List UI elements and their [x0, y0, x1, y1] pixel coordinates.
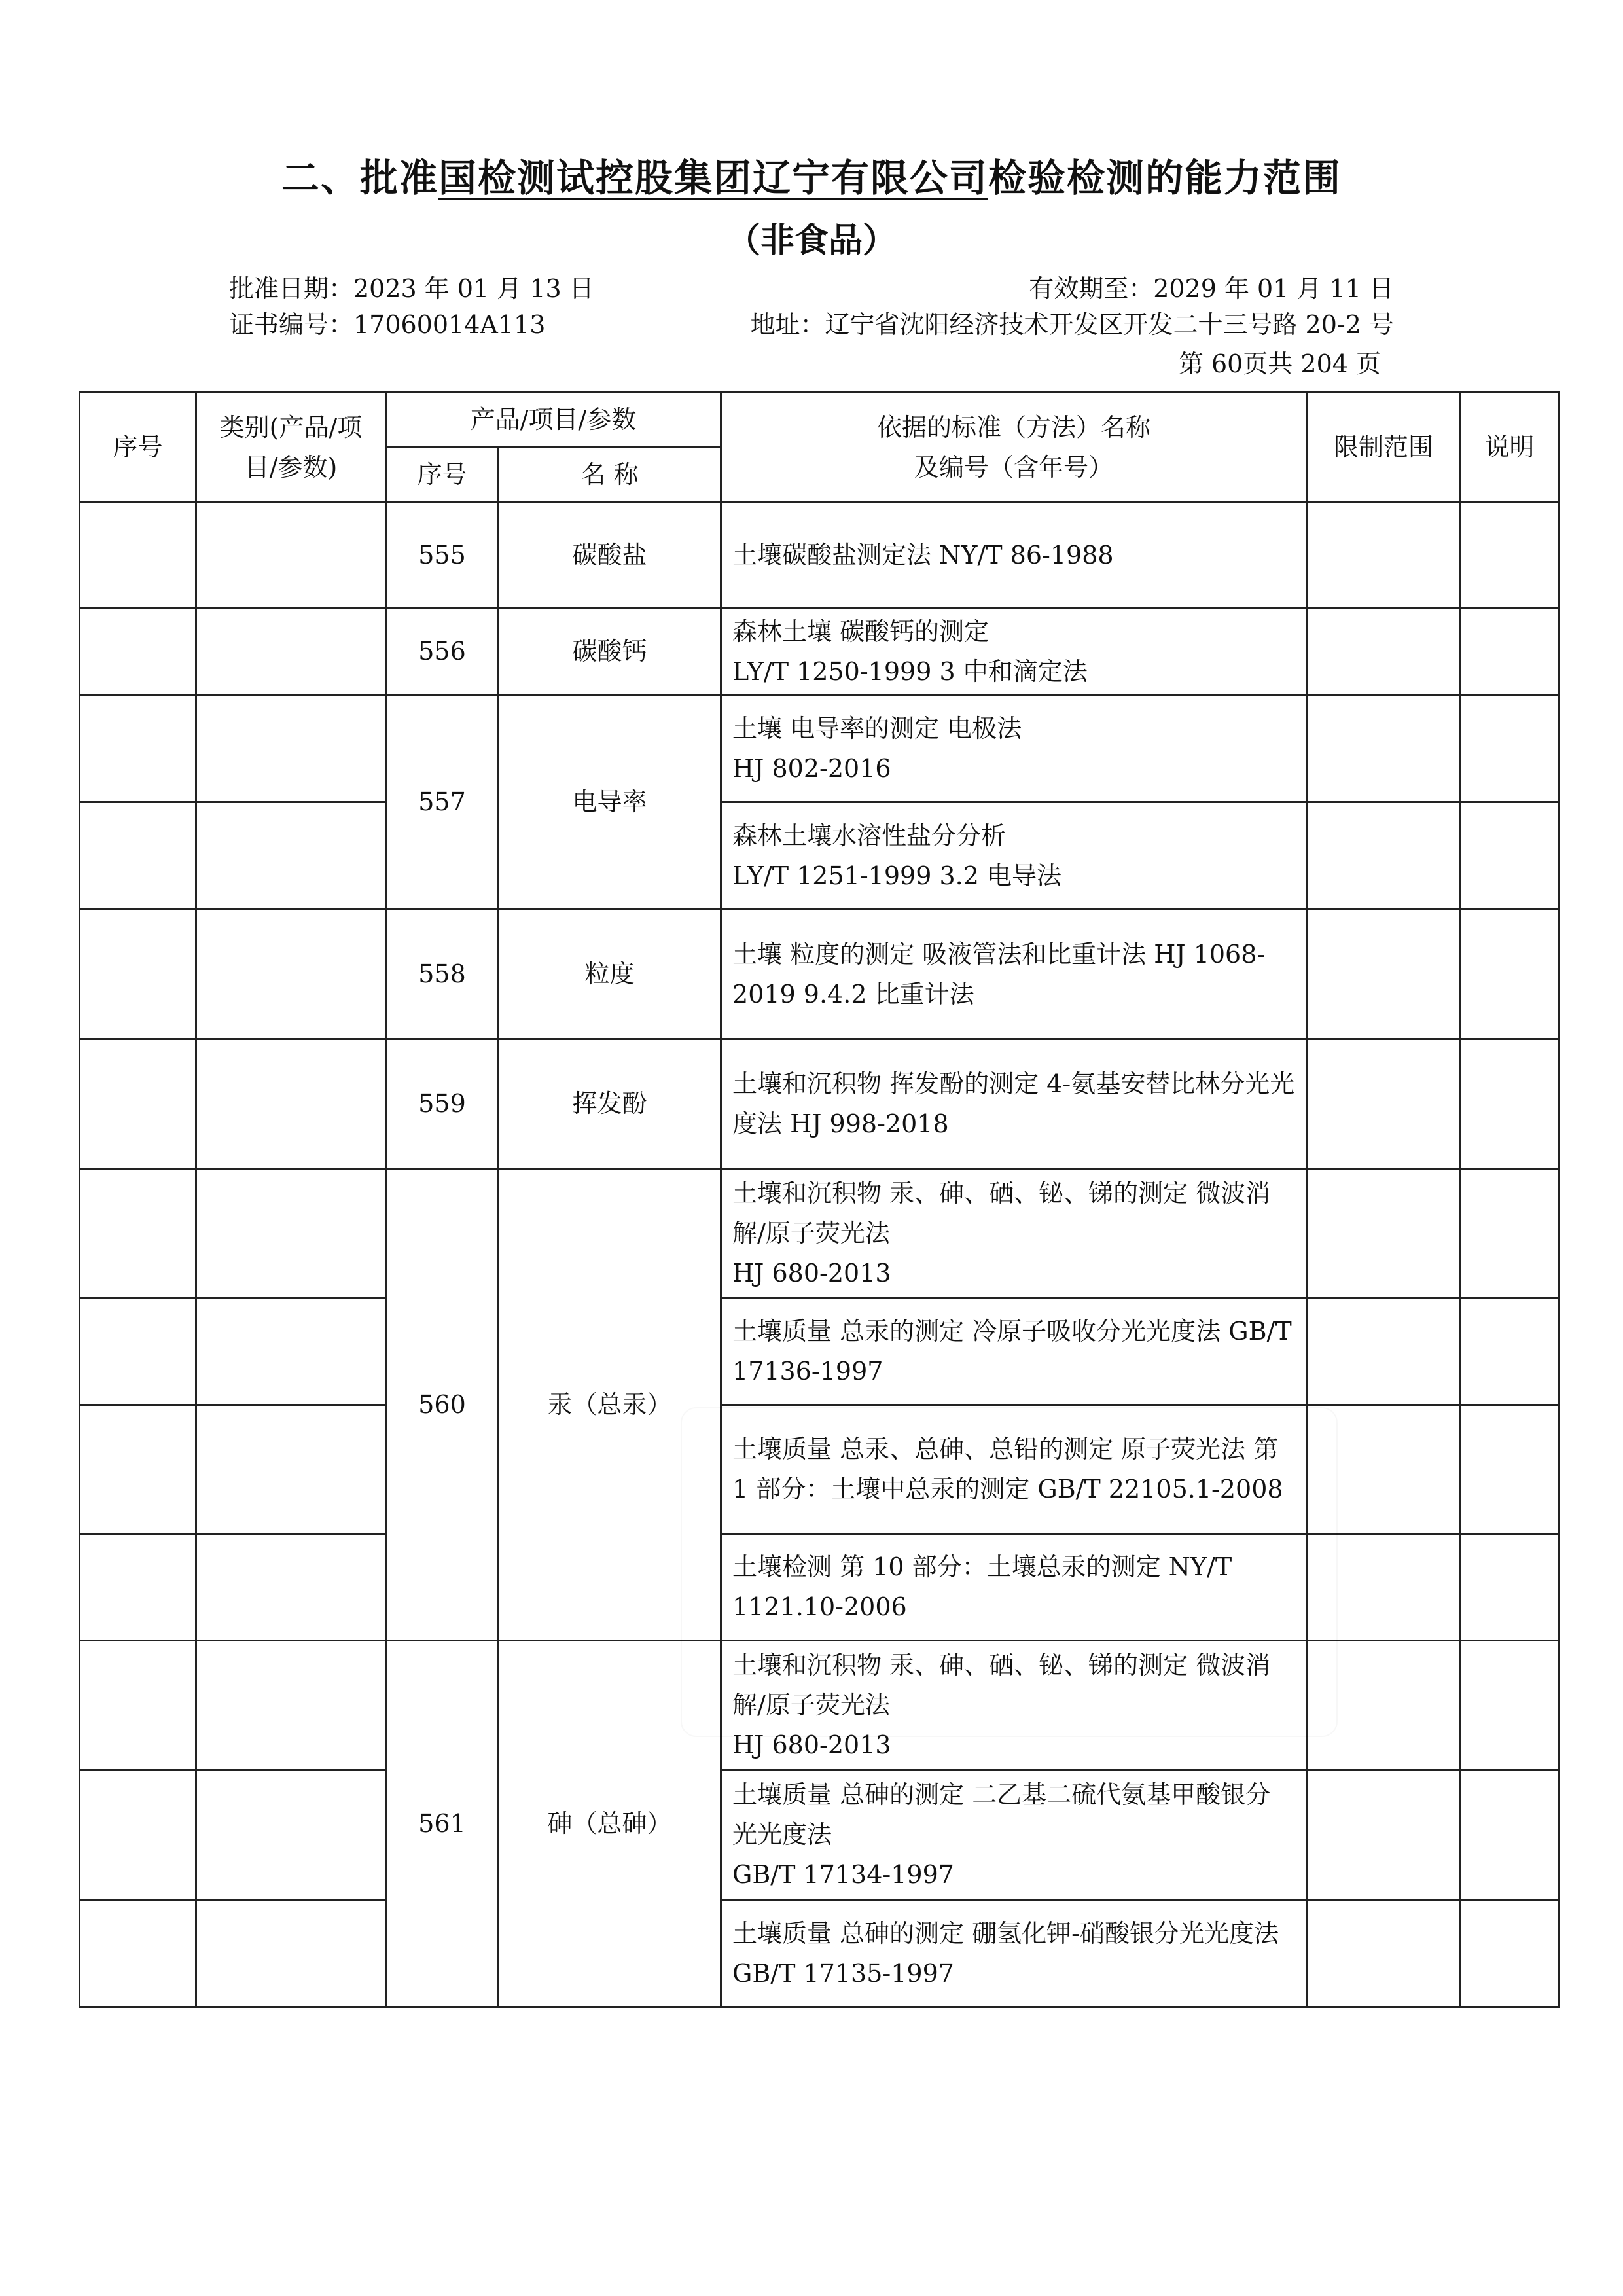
item-name-cell: 电导率	[499, 695, 721, 910]
item-name-cell: 碳酸钙	[499, 609, 721, 695]
note-cell	[1461, 1299, 1559, 1405]
seq-cell	[80, 695, 196, 802]
category-cell	[196, 1039, 386, 1169]
category-cell	[196, 1169, 386, 1299]
standard-cell: 土壤质量 总汞的测定 冷原子吸收分光光度法 GB/T 17136-1997	[721, 1299, 1307, 1405]
seq-cell	[80, 609, 196, 695]
limit-cell	[1307, 1169, 1461, 1299]
address: 地址：辽宁省沈阳经济技术开发区开发二十三号路 20-2 号	[750, 310, 1394, 339]
seq-cell	[80, 1405, 196, 1534]
note-cell	[1461, 1770, 1559, 1900]
capability-table	[79, 391, 1560, 2008]
limit-cell	[1307, 1405, 1461, 1534]
item-name-cell: 粒度	[499, 910, 721, 1039]
table-row	[80, 1534, 1559, 1641]
category-cell	[196, 695, 386, 802]
table-row	[80, 1039, 1559, 1169]
note-cell	[1461, 1641, 1559, 1770]
limit-cell	[1307, 695, 1461, 802]
header-note: 说明	[1461, 393, 1559, 503]
certificate-number: 证书编号：17060014A113	[229, 310, 546, 339]
limit-cell	[1307, 1900, 1461, 2007]
standard-cell: 森林土壤水溶性盐分分析 LY/T 1251-1999 3.2 电导法	[721, 802, 1307, 910]
table-row	[80, 1299, 1559, 1405]
seq-cell	[80, 802, 196, 910]
table-row	[80, 1770, 1559, 1900]
organization-name: 国检测试控股集团辽宁有限公司	[438, 156, 988, 200]
seq-cell	[80, 910, 196, 1039]
seq-cell	[80, 1299, 196, 1405]
category-cell	[196, 1641, 386, 1770]
table-row	[80, 1641, 1559, 1770]
seq-cell	[80, 1770, 196, 1900]
limit-cell	[1307, 802, 1461, 910]
category-cell	[196, 1770, 386, 1900]
note-cell	[1461, 1039, 1559, 1169]
table-row	[80, 1900, 1559, 2007]
note-cell	[1461, 609, 1559, 695]
standard-cell: 土壤和沉积物 挥发酚的测定 4-氨基安替比林分光光度法 HJ 998-2018	[721, 1039, 1307, 1169]
header-product-group: 产品/项目/参数	[386, 393, 721, 448]
note-cell	[1461, 503, 1559, 609]
note-cell	[1461, 1169, 1559, 1299]
limit-cell	[1307, 910, 1461, 1039]
standard-cell: 土壤质量 总汞、总砷、总铅的测定 原子荧光法 第 1 部分：土壤中总汞的测定 GB/T 22105.1-2008	[721, 1405, 1307, 1534]
table-row	[80, 802, 1559, 910]
standard-cell: 土壤检测 第 10 部分：土壤总汞的测定 NY/T 1121.10-2006	[721, 1534, 1307, 1641]
seq-cell	[80, 1534, 196, 1641]
item-name-cell: 挥发酚	[499, 1039, 721, 1169]
note-cell	[1461, 910, 1559, 1039]
header-standard: 依据的标准（方法）名称 及编号（含年号）	[721, 393, 1307, 503]
item-number-cell: 557	[386, 695, 499, 910]
standard-cell: 土壤和沉积物 汞、砷、硒、铋、锑的测定 微波消解/原子荧光法 HJ 680-2013	[721, 1169, 1307, 1299]
standard-cell: 土壤 粒度的测定 吸液管法和比重计法 HJ 1068-2019 9.4.2 比重计法	[721, 910, 1307, 1039]
category-cell	[196, 1405, 386, 1534]
item-number-cell: 560	[386, 1169, 499, 1641]
header-sub-seq: 序号	[386, 448, 499, 503]
limit-cell	[1307, 1641, 1461, 1770]
table-row	[80, 1169, 1559, 1299]
table-header-row	[80, 393, 1559, 448]
seq-cell	[80, 1641, 196, 1770]
table-row	[80, 1405, 1559, 1534]
limit-cell	[1307, 503, 1461, 609]
category-cell	[196, 1534, 386, 1641]
category-cell	[196, 802, 386, 910]
page-subtitle: （非食品）	[726, 221, 897, 260]
item-number-cell: 558	[386, 910, 499, 1039]
item-number-cell: 559	[386, 1039, 499, 1169]
seq-cell	[80, 1169, 196, 1299]
limit-cell	[1307, 1534, 1461, 1641]
standard-cell: 土壤质量 总砷的测定 二乙基二硫代氨基甲酸银分光光度法 GB/T 17134-1997	[721, 1770, 1307, 1900]
category-cell	[196, 910, 386, 1039]
standard-cell: 土壤碳酸盐测定法 NY/T 86-1988	[721, 503, 1307, 609]
item-number-cell: 561	[386, 1641, 499, 2007]
note-cell	[1461, 695, 1559, 802]
standard-cell: 土壤质量 总砷的测定 硼氢化钾-硝酸银分光光度法 GB/T 17135-1997	[721, 1900, 1307, 2007]
limit-cell	[1307, 609, 1461, 695]
header-limit: 限制范围	[1307, 393, 1461, 503]
category-cell	[196, 503, 386, 609]
item-number-cell: 556	[386, 609, 499, 695]
table-row	[80, 695, 1559, 802]
item-name-cell: 砷（总砷）	[499, 1641, 721, 2007]
standard-cell: 土壤 电导率的测定 电极法 HJ 802-2016	[721, 695, 1307, 802]
limit-cell	[1307, 1770, 1461, 1900]
limit-cell	[1307, 1299, 1461, 1405]
category-cell	[196, 1900, 386, 2007]
header-name: 名 称	[499, 448, 721, 503]
table-row	[80, 503, 1559, 609]
item-number-cell: 555	[386, 503, 499, 609]
item-name-cell: 汞（总汞）	[499, 1169, 721, 1641]
valid-until: 有效期至：2029 年 01 月 11 日	[1029, 274, 1394, 303]
category-cell	[196, 609, 386, 695]
note-cell	[1461, 1900, 1559, 2007]
standard-cell: 土壤和沉积物 汞、砷、硒、铋、锑的测定 微波消解/原子荧光法 HJ 680-2013	[721, 1641, 1307, 1770]
page-number: 第 60页共 204 页	[1178, 350, 1381, 378]
approval-date: 批准日期：2023 年 01 月 13 日	[229, 274, 594, 303]
page-title: 二、批准国检测试控股集团辽宁有限公司检验检测的能力范围	[281, 156, 1342, 200]
item-name-cell: 碳酸盐	[499, 503, 721, 609]
standard-cell: 森林土壤 碳酸钙的测定 LY/T 1250-1999 3 中和滴定法	[721, 609, 1307, 695]
seq-cell	[80, 1039, 196, 1169]
seq-cell	[80, 503, 196, 609]
table-row	[80, 609, 1559, 695]
note-cell	[1461, 1534, 1559, 1641]
limit-cell	[1307, 1039, 1461, 1169]
table-row	[80, 910, 1559, 1039]
header-seq: 序号	[80, 393, 196, 503]
note-cell	[1461, 1405, 1559, 1534]
header-category: 类别(产品/项目/参数)	[196, 393, 386, 503]
seq-cell	[80, 1900, 196, 2007]
note-cell	[1461, 802, 1559, 910]
category-cell	[196, 1299, 386, 1405]
